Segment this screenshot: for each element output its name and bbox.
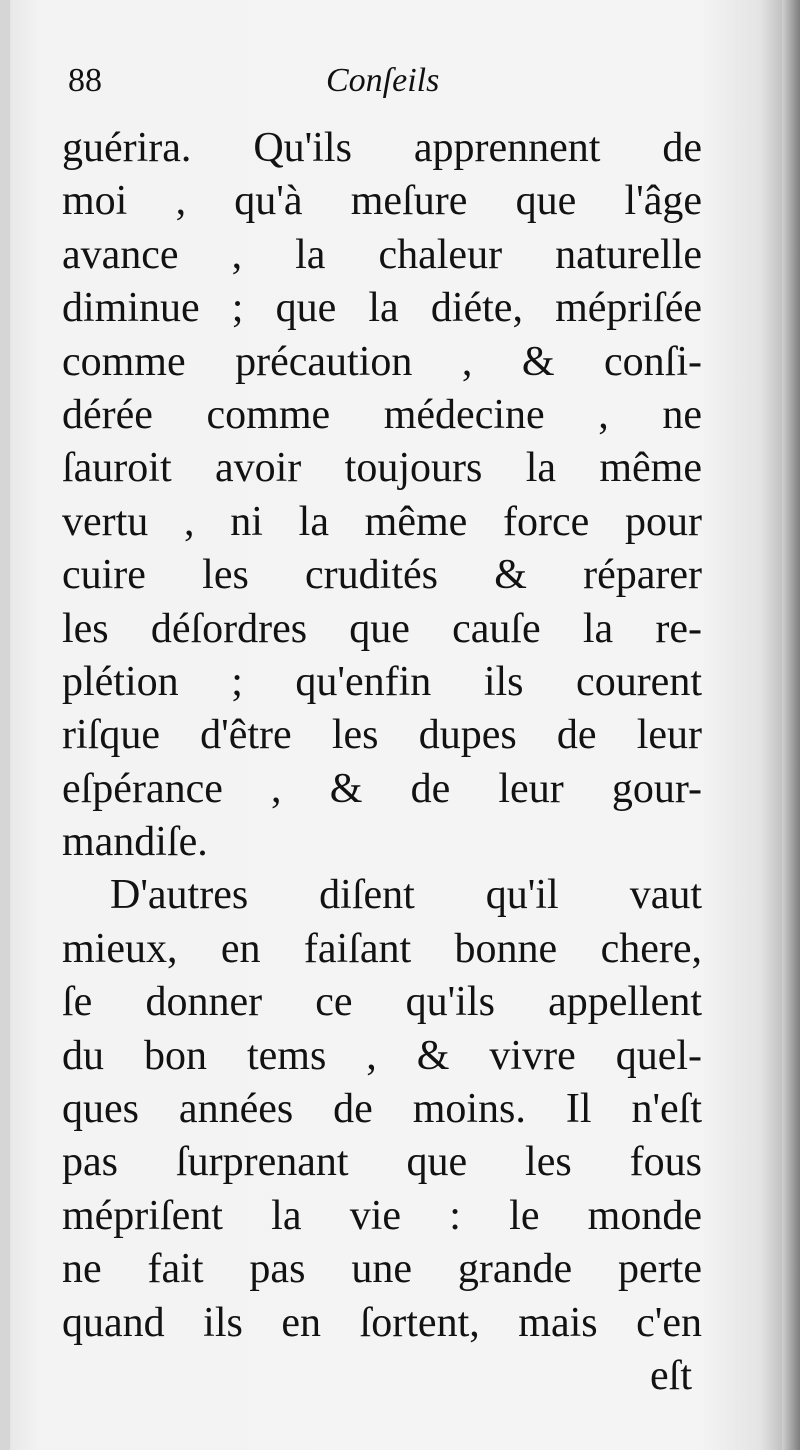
text-line: riſque d'être les dupes de leur — [62, 712, 702, 759]
page-right-edge — [782, 0, 800, 1450]
text-line: avance , la chaleur naturelle — [62, 231, 702, 278]
text-line: diminue ; que la diéte, mépriſée — [62, 285, 702, 332]
text-line: mandiſe. — [62, 819, 208, 866]
text-line: ſe donner ce qu'ils appellent — [62, 979, 702, 1026]
body-text — [62, 122, 702, 1350]
text-line: eſpérance , & de leur gour- — [62, 765, 702, 812]
text-line: vertu , ni la même force pour — [62, 498, 702, 545]
catchword: eſt — [650, 1353, 692, 1399]
text-line: D'autres diſent qu'il vaut — [110, 872, 702, 919]
text-line: quand ils en ſortent, mais c'en — [62, 1299, 702, 1346]
text-line: ne fait pas une grande perte — [62, 1246, 702, 1293]
text-line: guérira. Qu'ils apprennent de — [62, 125, 702, 171]
text-line: cuire les crudités & réparer — [62, 552, 702, 599]
text-line: dérée comme médecine , ne — [62, 391, 702, 438]
text-line: les déſordres que cauſe la re- — [62, 605, 702, 652]
text-line: pas ſurprenant que les fous — [62, 1139, 702, 1186]
text-line: mépriſent la vie : le monde — [62, 1192, 702, 1239]
page-number: 88 — [68, 62, 102, 99]
text-line: comme précaution , & conſi- — [62, 338, 702, 385]
text-line: plétion ; qu'enfin ils courent — [62, 658, 702, 705]
text-line: moi , qu'à meſure que l'âge — [62, 178, 702, 225]
running-head — [68, 62, 698, 110]
text-line: du bon tems , & vivre quel- — [62, 1032, 702, 1079]
page-left-edge — [0, 0, 10, 1450]
text-line: ſauroit avoir toujours la même — [62, 445, 702, 492]
text-line: ques années de moins. Il n'eſt — [62, 1086, 702, 1133]
text-line: mieux, en faiſant bonne chere, — [62, 925, 702, 972]
running-title: Conſeils — [326, 62, 440, 99]
